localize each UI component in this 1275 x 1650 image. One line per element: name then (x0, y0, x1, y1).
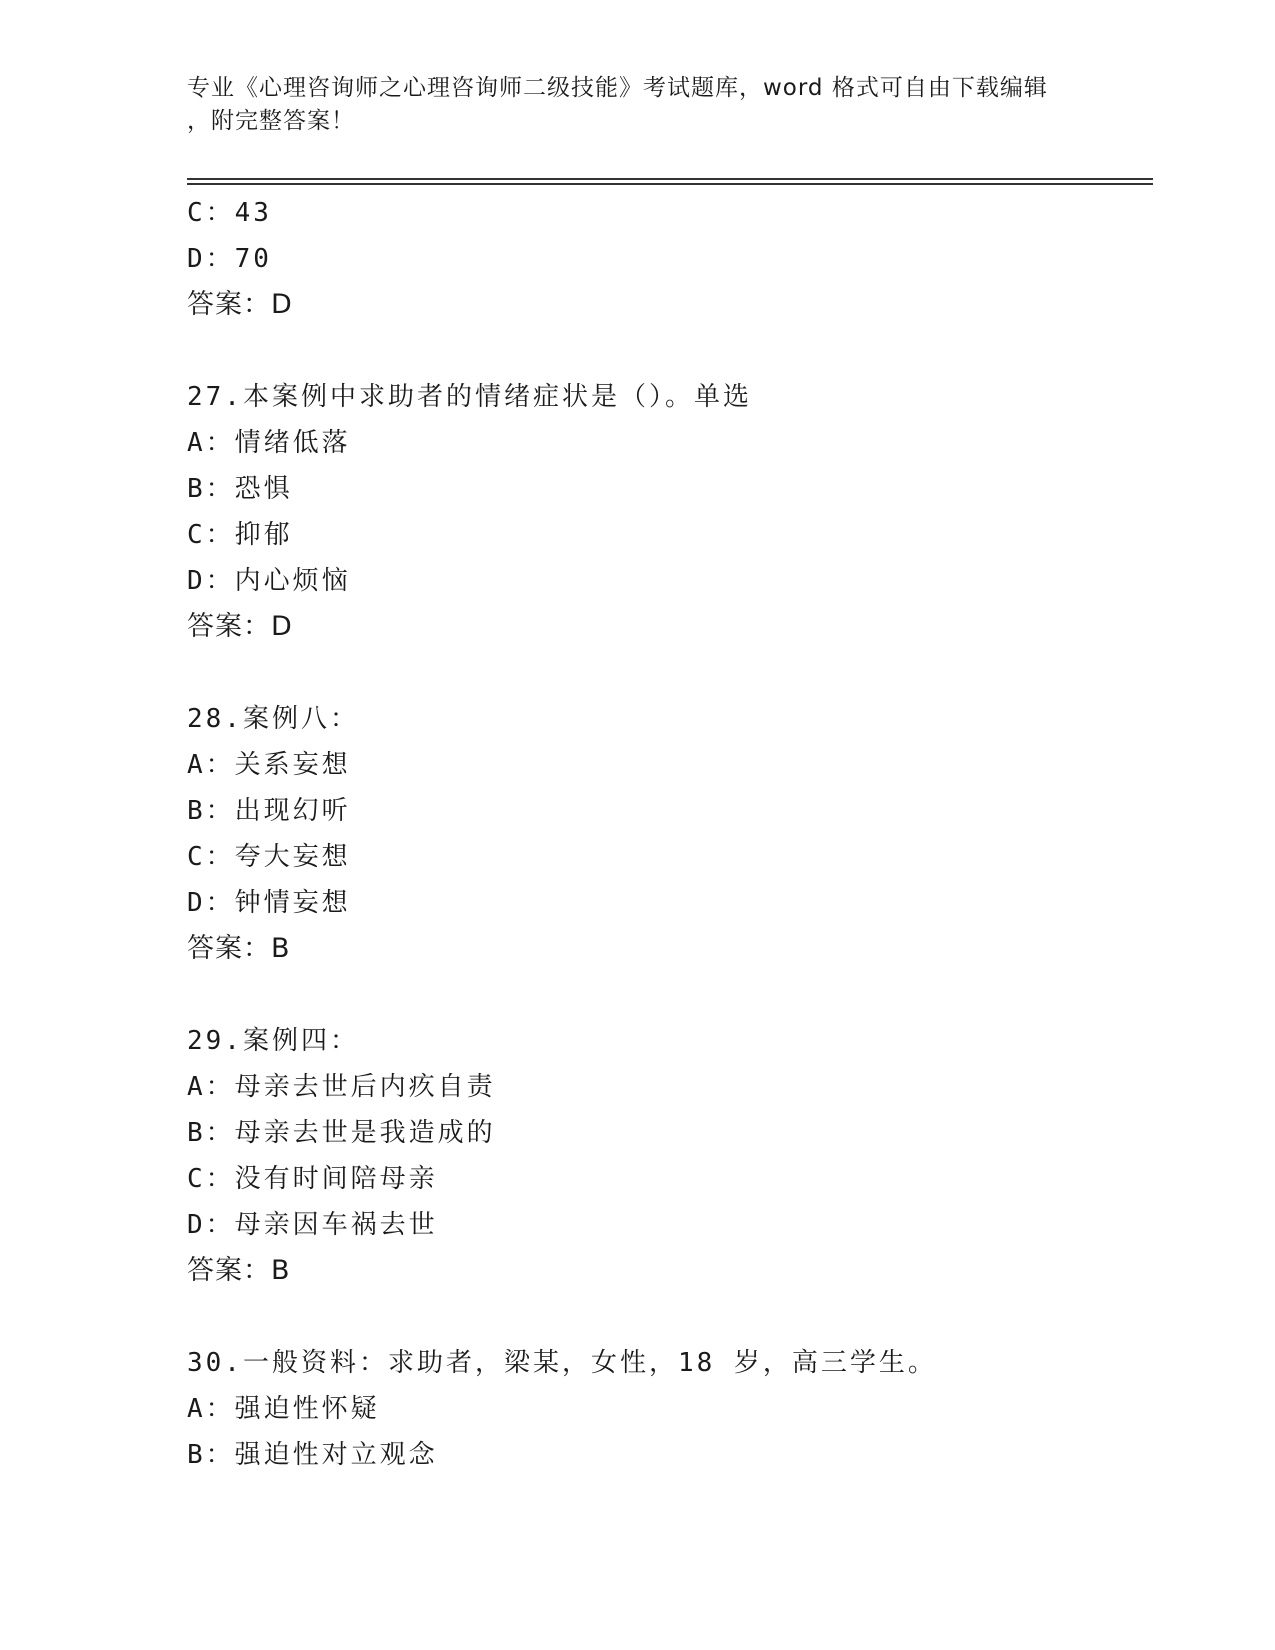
question-text: 27.本案例中求助者的情绪症状是（）。单选 (187, 382, 752, 412)
question-text: 30.一般资料：求助者，梁某，女性，18 岁，高三学生。 (187, 1348, 937, 1378)
document-header (187, 72, 1067, 138)
option-b: B：母亲去世是我造成的 (187, 1118, 496, 1148)
option-a: A：母亲去世后内疚自责 (187, 1072, 496, 1102)
option-d: D：70 (187, 244, 272, 274)
option-b: B：出现幻听 (187, 796, 351, 826)
option-d: D：钟情妄想 (187, 888, 351, 918)
option-c: C：43 (187, 198, 272, 228)
header-title-line1: 专业《心理咨询师之心理咨询师二级技能》考试题库，word 格式可自由下载编辑 (187, 75, 1048, 101)
option-a: A：情绪低落 (187, 428, 351, 458)
header-divider-bottom (187, 183, 1153, 185)
question-list (187, 190, 937, 1478)
question-spacer (187, 1294, 937, 1340)
option-b: B：恐惧 (187, 474, 293, 504)
option-a: A：关系妄想 (187, 750, 351, 780)
answer-label: 答案：D (187, 611, 293, 642)
question-block-26 (187, 190, 937, 328)
question-spacer (187, 650, 937, 696)
question-block-29 (187, 1018, 937, 1294)
question-text: 29.案例四： (187, 1026, 359, 1056)
option-c: C：夸大妄想 (187, 842, 351, 872)
question-text: 28.案例八： (187, 704, 359, 734)
header-title-line2: ，附完整答案！ (187, 108, 355, 134)
header-divider-top (187, 178, 1153, 180)
option-d: D：内心烦恼 (187, 566, 351, 596)
option-b: B：强迫性对立观念 (187, 1440, 438, 1470)
option-c: C：没有时间陪母亲 (187, 1164, 438, 1194)
option-a: A：强迫性怀疑 (187, 1394, 380, 1424)
question-block-27 (187, 374, 937, 650)
answer-label: 答案：B (187, 1255, 291, 1286)
answer-label: 答案：B (187, 933, 291, 964)
question-block-30 (187, 1340, 937, 1478)
option-c: C：抑郁 (187, 520, 293, 550)
question-spacer (187, 328, 937, 374)
question-spacer (187, 972, 937, 1018)
option-d: D：母亲因车祸去世 (187, 1210, 438, 1240)
question-block-28 (187, 696, 937, 972)
answer-label: 答案：D (187, 289, 293, 320)
